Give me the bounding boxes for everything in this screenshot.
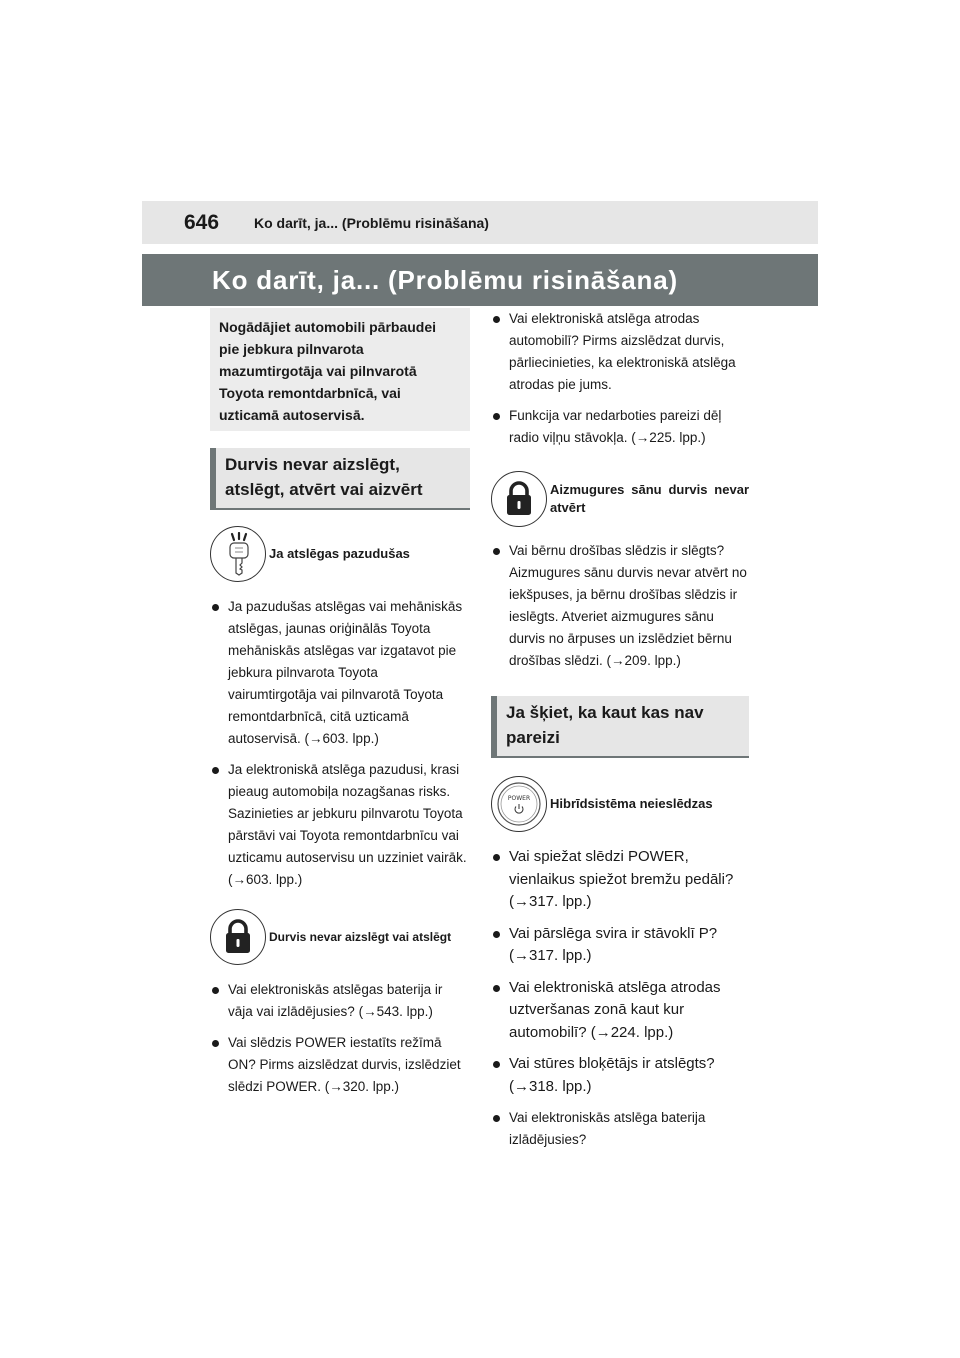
subhead-lost-keys bbox=[210, 526, 470, 582]
padlock-icon bbox=[210, 909, 266, 965]
subhead-rear-doors bbox=[491, 471, 749, 527]
lost-key-icon bbox=[210, 526, 266, 582]
bullet-list-hybrid bbox=[491, 846, 749, 1151]
subhead-cannot-lock bbox=[210, 909, 470, 965]
bullet-item: Vai pārslēga svira ir stāvoklī P? (→317. lpp.) bbox=[491, 923, 749, 968]
power-button-icon bbox=[491, 776, 547, 832]
section-heading-doors: Durvis nevar aizslēgt, atslēgt, atvērt vai aizvērt bbox=[210, 448, 470, 510]
bullet-item: Ja elektroniskā atslēga pazudusi, krasi pieaug automobiļa nozagšanas risks. Sazinieties ar jebkuru pilnvarotu Toyota pārstāvi vai Toyota remontdarbnīcu vai uzticamu autoservisu un uzziniet vairāk. (→603. lpp.) bbox=[210, 759, 470, 891]
bullet-list-cannot-lock-cont bbox=[491, 308, 749, 449]
power-button-text: POWER bbox=[507, 795, 531, 802]
bullet-list-lost-keys bbox=[210, 596, 470, 891]
bullet-item: Vai slēdzis POWER iestatīts režīmā ON? Pirms aizslēdzat durvis, izslēdziet slēdzi POWER. (→320. lpp.) bbox=[210, 1032, 470, 1098]
notice-box: Nogādājiet automobili pārbaudei pie jebkura pilnvarota mazumtirgotāja vai pilnvarotā Toyota remontdarbnīcā, vai uzticamā autoservisā. bbox=[210, 308, 470, 431]
bullet-item: Vai elektroniskā atslēga atrodas automobilī? Pirms aizslēdzat durvis, pārliecinieties, ka elektroniskā atslēga atrodas pie jums. bbox=[491, 308, 749, 396]
bullet-item: Vai bērnu drošības slēdzis ir slēgts? Aizmugures sānu durvis nevar atvērt no iekšpuses, ja bērnu drošības slēdzis ir ieslēgts. Atveriet aizmugures sānu durvis no ārpuses un izslēdziet bērnu drošības slēdzi. (→209. lpp.) bbox=[491, 540, 749, 672]
subhead-label-lost-keys: Ja atslēgas pazudušas bbox=[269, 546, 410, 561]
bullet-list-cannot-lock bbox=[210, 979, 470, 1098]
bullet-item: Vai elektroniskās atslēga baterija izlādējusies? bbox=[491, 1107, 749, 1151]
subhead-label-cannot-lock: Durvis nevar aizslēgt vai atslēgt bbox=[269, 930, 452, 944]
subhead-label-hybrid: Hibrīdsistēma neieslēdzas bbox=[550, 796, 713, 811]
bullet-item: Ja pazudušas atslēgas vai mehāniskās atslēgas, jaunas oriģinālās Toyota mehāniskās atslēgas var izgatavot pie jebkura pilnvarota Toyota vairumtirgotāja vai pilnvarotā Toyota remontdarbnīcā, citā uzticamā autoservisā. (→603. lpp.) bbox=[210, 596, 470, 750]
padlock-icon bbox=[491, 471, 547, 527]
right-column bbox=[491, 306, 749, 1151]
bullet-item: Vai elektroniskās atslēgas baterija ir vāja vai izlādējusies? (→543. lpp.) bbox=[210, 979, 470, 1023]
header-bar bbox=[142, 201, 818, 244]
bullet-item: Vai elektroniskā atslēga atrodas uztveršanas zonā kaut kur automobilī? (→224. lpp.) bbox=[491, 977, 749, 1045]
left-column bbox=[210, 306, 470, 1098]
bullet-item: Funkcija var nedarboties pareizi dēļ radio viļņu stāvokļa. (→225. lpp.) bbox=[491, 405, 749, 449]
bullet-item: Vai spiežat slēdzi POWER, vienlaikus spiežot bremžu pedāli? (→317. lpp.) bbox=[491, 846, 749, 914]
subhead-hybrid bbox=[491, 776, 749, 832]
chapter-title-band bbox=[142, 254, 818, 306]
subhead-label-rear-doors: Aizmugures sānu durvis nevar atvērt bbox=[550, 482, 749, 515]
bullet-item: Vai stūres bloķētājs ir atslēgts? (→318. lpp.) bbox=[491, 1053, 749, 1098]
chapter-title: Ko darīt, ja... (Problēmu risināšana) bbox=[212, 264, 678, 295]
running-head: Ko darīt, ja... (Problēmu risināšana) bbox=[254, 214, 489, 231]
bullet-list-rear-doors bbox=[491, 540, 749, 672]
page-number: 646 bbox=[184, 210, 220, 234]
section-heading-something-wrong: Ja šķiet, ka kaut kas nav pareizi bbox=[491, 696, 749, 758]
